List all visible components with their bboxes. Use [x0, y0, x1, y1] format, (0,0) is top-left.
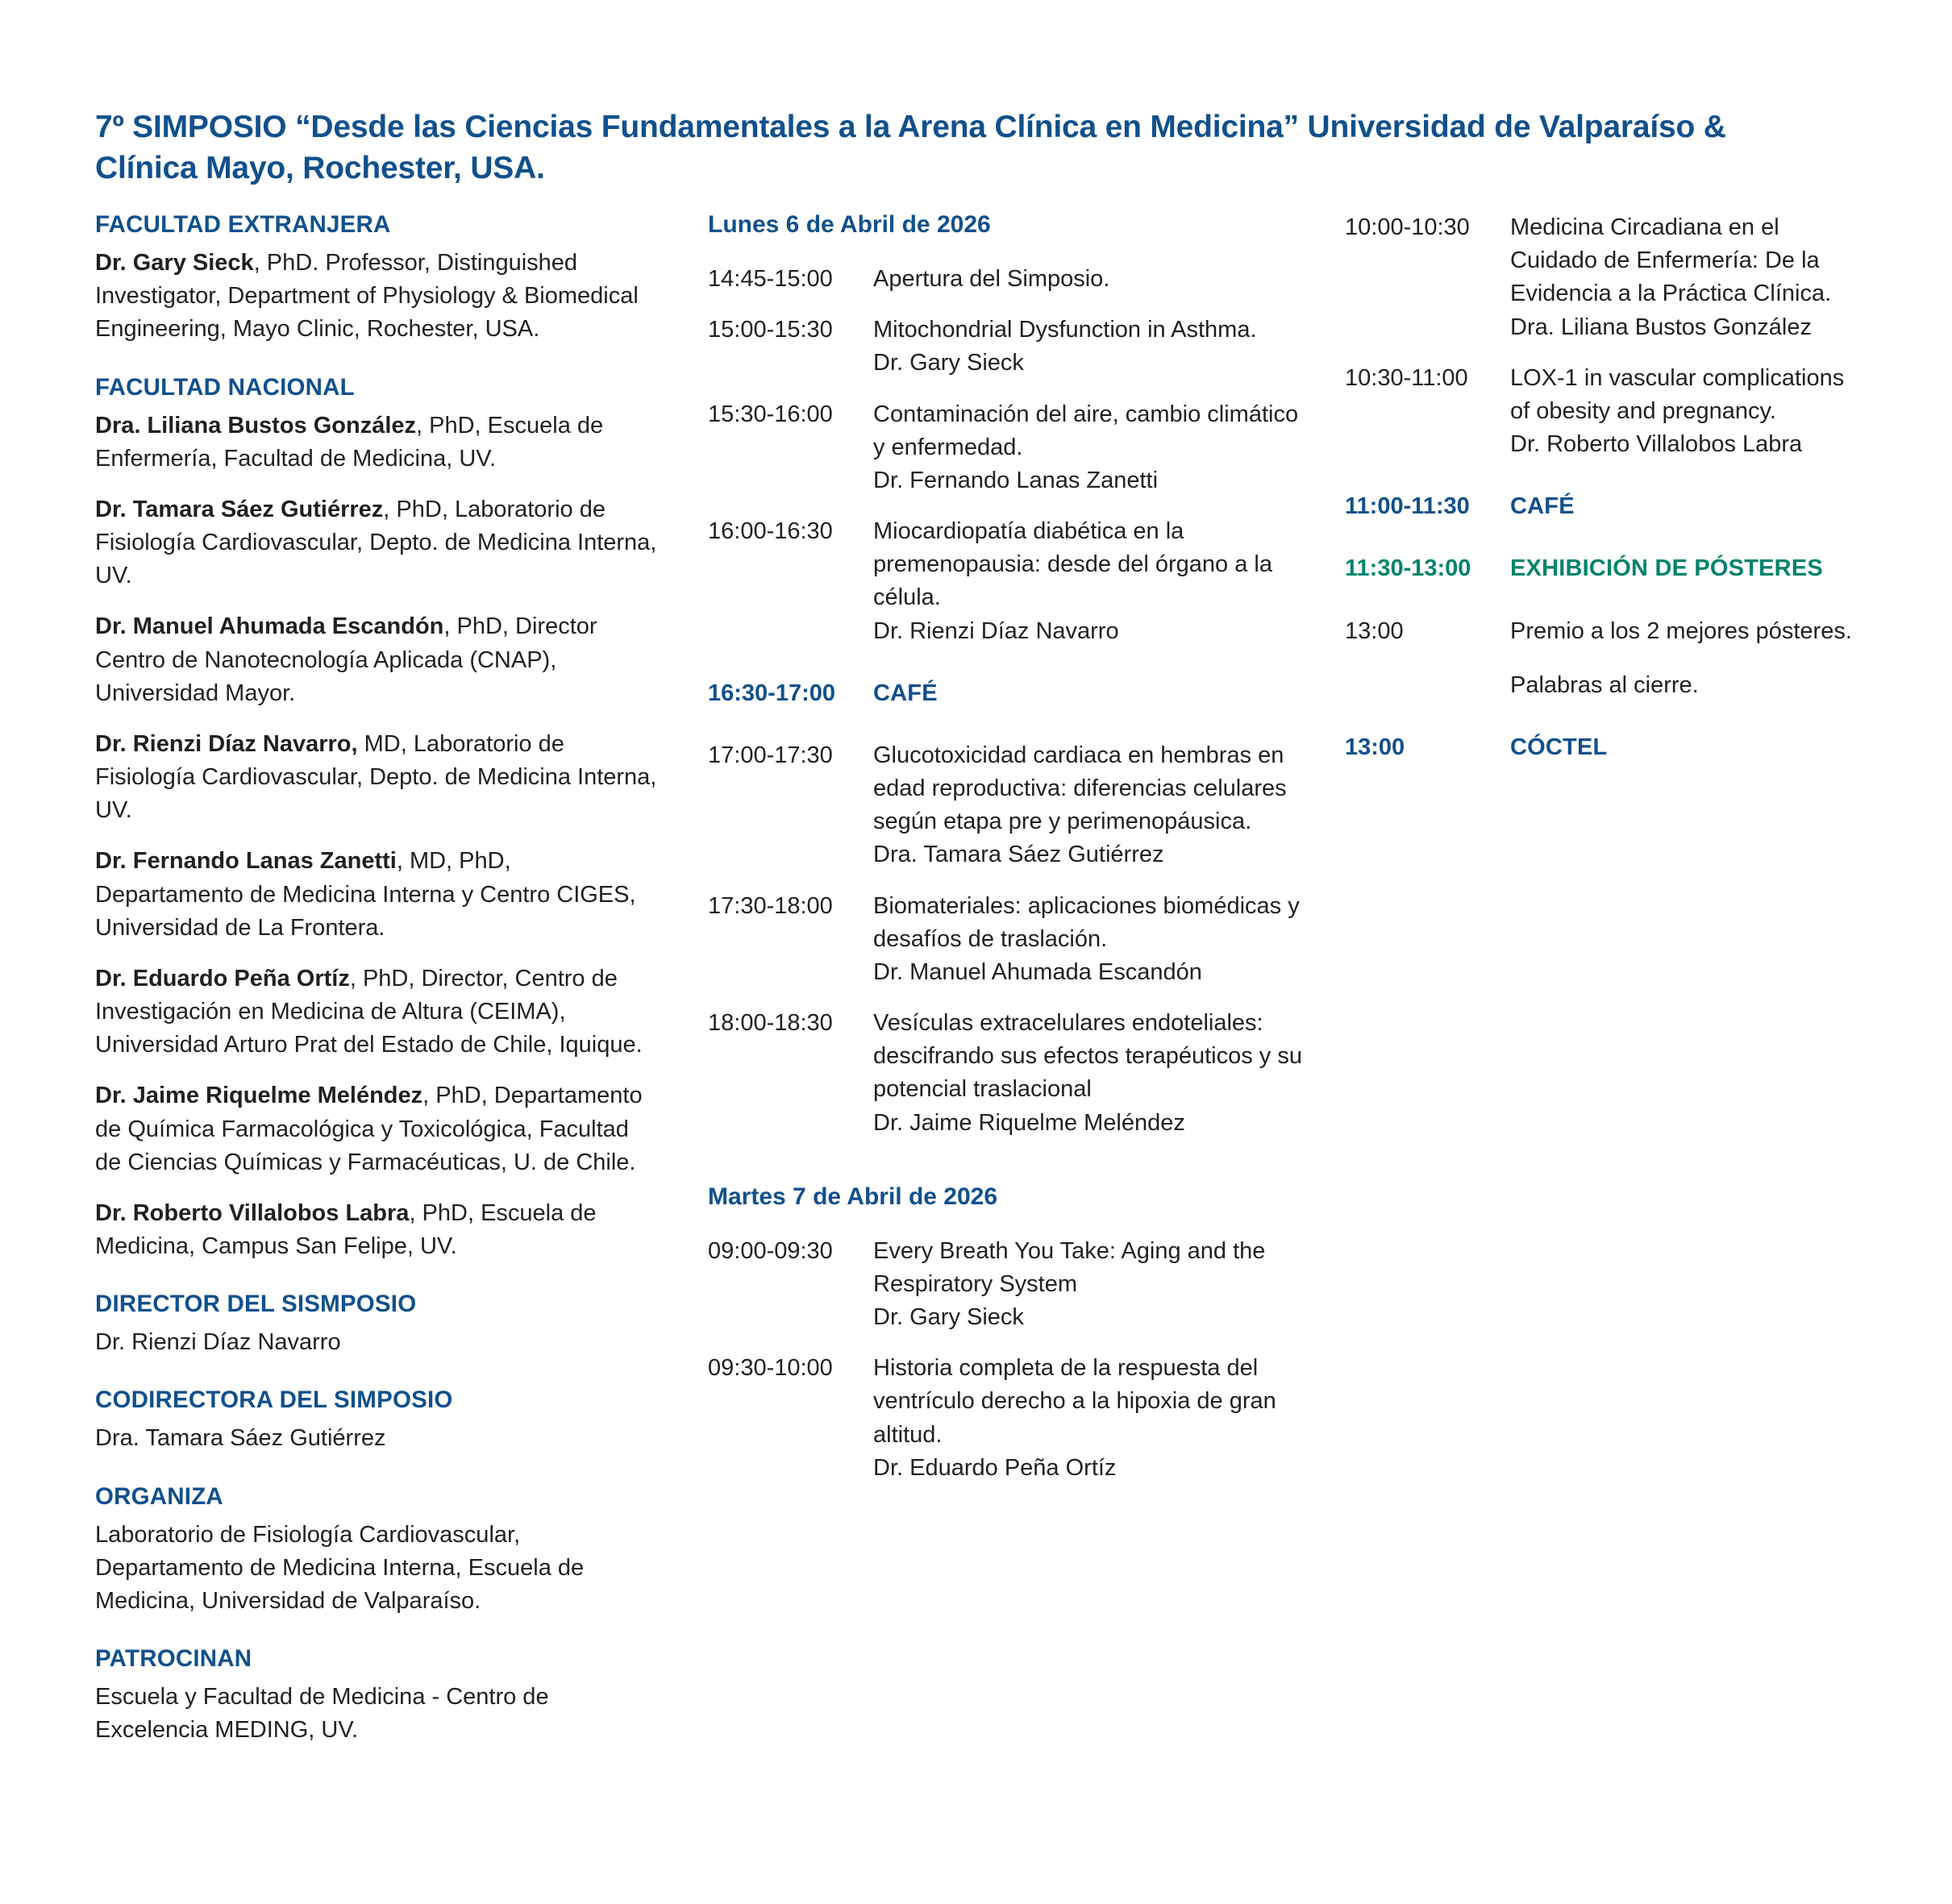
schedule-time: 10:30-11:00 — [1345, 364, 1468, 391]
section-heading-national-faculty: FACULTAD NACIONAL — [95, 373, 355, 401]
schedule-title: Contaminación del aire, cambio climático y enfermedad. — [873, 401, 1299, 460]
schedule-title: Mitochondrial Dysfunction in Asthma. — [873, 317, 1257, 343]
schedule-desc — [1510, 362, 1869, 462]
schedule-desc — [873, 890, 1313, 990]
schedule-row — [1345, 362, 1869, 462]
schedule-row — [708, 1235, 1313, 1335]
faculty-entry — [95, 962, 660, 1062]
schedule-time: 18:00-18:30 — [708, 1010, 833, 1037]
schedule-title: Glucotoxicidad cardiaca en hembras en edad reproductiva: diferencias celulares según etapa pre y perimenopáusica. — [873, 742, 1287, 835]
faculty-detail: , MD, PhD, Departamento de Medicina Interna y Centro CIGES, Universidad de La Frontera. — [95, 848, 636, 941]
schedule-title: Historia completa de la respuesta del ventrículo derecho a la hipoxia de gran altitud. — [873, 1355, 1276, 1448]
schedule-time: 10:00-10:30 — [1345, 214, 1470, 240]
schedule-speaker: Dra. Liliana Bustos González — [1510, 314, 1812, 340]
right-column — [1345, 211, 1869, 1752]
schedule-time: 09:00-09:30 — [708, 1237, 833, 1264]
schedule-row — [1345, 211, 1869, 344]
schedule-title: Apertura del Simposio. — [873, 266, 1110, 292]
schedule-title: Palabras al cierre. — [1510, 671, 1699, 698]
faculty-entry — [95, 1079, 660, 1179]
faculty-entry — [95, 409, 660, 476]
schedule-time: 11:30-13:00 — [1345, 555, 1471, 582]
columns-container — [95, 211, 1869, 1752]
schedule-title: EXHIBICIÓN DE PÓSTERES — [1510, 555, 1823, 582]
schedule-time: 09:30-10:00 — [708, 1355, 833, 1382]
faculty-detail: MD, Laboratorio de Fisiología Cardiovascular, Depto. de Medicina Interna, UV. — [95, 730, 657, 824]
schedule-speaker: Dr. Eduardo Peña Ortíz — [873, 1454, 1117, 1481]
codirector-name: Dra. Tamara Sáez Gutiérrez — [95, 1425, 386, 1452]
schedule-desc — [873, 314, 1313, 380]
faculty-name: Dr. Fernando Lanas Zanetti — [95, 848, 397, 875]
faculty-entry — [95, 493, 660, 593]
schedule-time: 16:30-17:00 — [708, 680, 835, 706]
day-heading-tuesday: Martes 7 de Abril de 2026 — [708, 1183, 998, 1210]
day-heading-monday: Lunes 6 de Abril de 2026 — [708, 211, 991, 238]
faculty-detail: , PhD, Director, Centro de Investigación en Medicina de Altura (CEIMA), Universidad Arturo Prat del Estado de Chile, Iquique. — [95, 965, 643, 1058]
schedule-row — [708, 314, 1313, 380]
faculty-name: Dra. Liliana Bustos González — [95, 412, 417, 439]
faculty-name: Dr. Rienzi Díaz Navarro, — [95, 730, 358, 757]
schedule-speaker: Dra. Tamara Sáez Gutiérrez — [873, 842, 1164, 868]
faculty-entry — [95, 1197, 660, 1263]
schedule-desc — [873, 739, 1313, 872]
schedule-title: Every Breath You Take: Aging and the Respiratory System — [873, 1237, 1266, 1297]
schedule-row-posters — [1345, 552, 1869, 585]
schedule-time: 13:00 — [1345, 617, 1404, 644]
schedule-time: 15:30-16:00 — [708, 401, 833, 427]
schedule-speaker: Dr. Jaime Riquelme Meléndez — [873, 1109, 1185, 1136]
schedule-title: Medicina Circadiana en el Cuidado de Enfermería: De la Evidencia a la Práctica Clínica. — [1510, 214, 1832, 307]
section-heading-organiza: ORGANIZA — [95, 1482, 223, 1510]
faculty-name: Dr. Eduardo Peña Ortíz — [95, 965, 350, 991]
schedule-title: CAFÉ — [873, 680, 938, 706]
schedule-desc — [1510, 211, 1869, 344]
schedule-row — [708, 890, 1313, 990]
faculty-name: Dr. Manuel Ahumada Escandón — [95, 613, 444, 640]
schedule-speaker: Dr. Rienzi Díaz Navarro — [873, 617, 1119, 644]
schedule-title: Premio a los 2 mejores pósteres. — [1510, 617, 1852, 644]
schedule-desc — [873, 1352, 1313, 1485]
schedule-row — [708, 263, 1313, 296]
schedule-speaker: Dr. Manuel Ahumada Escandón — [873, 958, 1202, 985]
middle-column — [708, 211, 1345, 1752]
schedule-title: LOX-1 in vascular complications of obesity and pregnancy. — [1510, 364, 1845, 424]
schedule-speaker: Dr. Fernando Lanas Zanetti — [873, 467, 1159, 493]
schedule-desc — [873, 263, 1313, 296]
faculty-entry — [95, 247, 660, 347]
schedule-row — [708, 398, 1313, 498]
schedule-time: 14:45-15:00 — [708, 266, 833, 292]
schedule-title: Miocardiopatía diabética en la premenopausia: desde del órgano a la célula. — [873, 518, 1272, 611]
director-name: Dr. Rienzi Díaz Navarro — [95, 1329, 341, 1356]
schedule-time: 11:00-11:30 — [1345, 493, 1470, 520]
section-heading-patrocinan: PATROCINAN — [95, 1645, 252, 1673]
schedule-row-break — [708, 677, 1313, 710]
schedule-title: CAFÉ — [1510, 493, 1575, 520]
faculty-detail: , PhD, Departamento de Química Farmacológica y Toxicológica, Facultad de Ciencias Químicas y Farmacéuticas, U. de Chile. — [95, 1083, 643, 1175]
schedule-desc — [873, 398, 1313, 498]
faculty-detail: , PhD, Escuela de Enfermería, Facultad de Medicina, UV. — [95, 412, 604, 472]
schedule-desc — [873, 1007, 1313, 1140]
section-heading-codirector: CODIRECTORA DEL SIMPOSIO — [95, 1386, 453, 1414]
schedule-time: 17:00-17:30 — [708, 742, 833, 768]
faculty-name: Dr. Jaime Riquelme Meléndez — [95, 1083, 423, 1109]
schedule-row-break — [1345, 490, 1869, 523]
patrocinan-text: Escuela y Facultad de Medicina - Centro de Excelencia MEDING, UV. — [95, 1684, 549, 1744]
schedule-title: CÓCTEL — [1510, 734, 1608, 760]
faculty-name: Dr. Gary Sieck — [95, 250, 254, 276]
schedule-desc — [873, 1235, 1313, 1335]
faculty-entry — [95, 845, 660, 945]
left-column — [95, 211, 708, 1752]
schedule-speaker: Dr. Gary Sieck — [873, 1304, 1024, 1331]
section-heading-foreign-faculty: FACULTAD EXTRANJERA — [95, 211, 391, 238]
schedule-time: 16:00-16:30 — [708, 518, 833, 545]
faculty-detail: , PhD, Escuela de Medicina, Campus San Felipe, UV. — [95, 1199, 597, 1260]
faculty-name: Dr. Tamara Sáez Gutiérrez — [95, 496, 384, 522]
section-heading-director: DIRECTOR DEL SISMPOSIO — [95, 1291, 417, 1318]
schedule-row — [708, 1352, 1313, 1485]
schedule-row — [1345, 615, 1869, 648]
schedule-row — [708, 515, 1313, 648]
schedule-time: 17:30-18:00 — [708, 892, 833, 919]
schedule-title: Biomateriales: aplicaciones biomédicas y desafíos de traslación. — [873, 892, 1300, 952]
schedule-row — [708, 1007, 1313, 1140]
faculty-detail: , PhD, Director Centro de Nanotecnología Aplicada (CNAP), Universidad Mayor. — [95, 613, 597, 706]
schedule-title: Vesículas extracelulares endoteliales: descifrando sus efectos terapéuticos y su potencial traslacional — [873, 1010, 1302, 1103]
page-title: 7º SIMPOSIO “Desde las Ciencias Fundamentales a la Arena Clínica en Medicina” Universidad de Valparaíso & Clínica Mayo, Rochester, USA. — [95, 110, 1726, 186]
faculty-entry — [95, 728, 660, 828]
schedule-time — [1345, 669, 1510, 702]
organiza-text: Laboratorio de Fisiología Cardiovascular, Departamento de Medicina Interna, Escuela de Medicina, Universidad de Valparaíso. — [95, 1521, 585, 1614]
schedule-row — [708, 739, 1313, 872]
schedule-desc — [873, 515, 1313, 648]
faculty-name: Dr. Roberto Villalobos Labra — [95, 1199, 410, 1226]
schedule-speaker: Dr. Roberto Villalobos Labra — [1510, 431, 1803, 458]
schedule-speaker: Dr. Gary Sieck — [873, 350, 1024, 376]
faculty-detail: , PhD. Professor, Distinguished Investigator, Department of Physiology & Biomedical Engineering, Mayo Clinic, Rochester, USA. — [95, 250, 639, 343]
faculty-detail: , PhD, Laboratorio de Fisiología Cardiovascular, Depto. de Medicina Interna, UV. — [95, 496, 657, 589]
schedule-time: 13:00 — [1345, 734, 1405, 760]
schedule-row-cocktail — [1345, 731, 1869, 764]
faculty-entry — [95, 610, 660, 710]
schedule-row — [1345, 669, 1869, 702]
schedule-time: 15:00-15:30 — [708, 317, 833, 343]
